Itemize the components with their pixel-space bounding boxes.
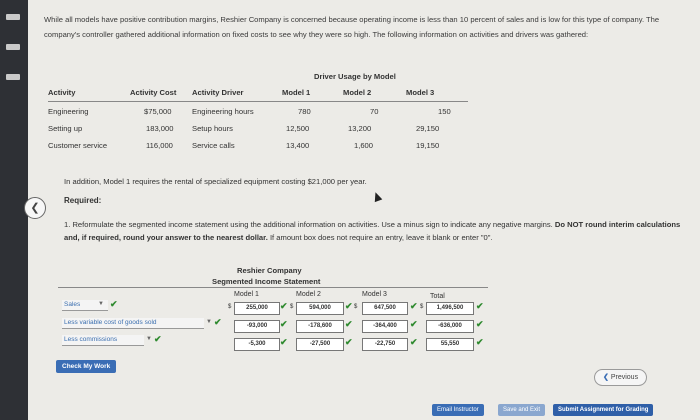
chevron-down-icon[interactable]: ▼ (206, 319, 212, 325)
mouse-cursor-icon (372, 191, 383, 202)
input-model2-vcogs[interactable]: -178,600 (296, 320, 344, 333)
chevron-down-icon[interactable]: ▼ (146, 336, 152, 342)
col-header: Model 1 (282, 88, 311, 97)
col-header-model1: Model 1 (234, 291, 259, 298)
input-model1-sales[interactable]: 255,000 (234, 302, 280, 315)
col-header: Activity Driver (192, 88, 244, 97)
input-model2-commissions[interactable]: -27,500 (296, 338, 344, 351)
check-icon: ✔ (410, 301, 418, 311)
check-icon: ✔ (476, 301, 484, 311)
chevron-down-icon[interactable]: ▼ (98, 301, 104, 307)
cell-model1: 12,500 (286, 124, 310, 133)
statement-company: Reshier Company (237, 266, 302, 275)
check-icon: ✔ (410, 337, 418, 347)
input-model1-commissions[interactable]: -5,300 (234, 338, 280, 351)
driver-usage-header: Driver Usage by Model (314, 72, 396, 81)
input-model3-vcogs[interactable]: -364,400 (362, 320, 408, 333)
dollar-sign: $ (354, 304, 358, 310)
check-icon: ✔ (345, 337, 353, 347)
cell-activity: Setting up (48, 124, 83, 133)
addition-text: In addition, Model 1 requires the rental of specialized equipment costing $21,000 per year. (64, 177, 367, 186)
cell-model2: 1,600 (354, 141, 374, 150)
back-arrow-button[interactable]: ❮ (24, 197, 46, 219)
col-header: Activity (48, 88, 76, 97)
col-header: Model 2 (343, 88, 372, 97)
input-total-vcogs[interactable]: -636,000 (426, 320, 474, 333)
table-header-row (48, 88, 488, 102)
submit-assignment-button[interactable]: Submit Assignment for Grading (553, 404, 653, 416)
cell-model3: 19,150 (416, 141, 440, 150)
cell-model1: 13,400 (286, 141, 310, 150)
required-label: Required: (64, 196, 102, 205)
table-row (48, 107, 488, 121)
variable-cogs-row-select[interactable]: Less variable cost of goods sold (62, 318, 204, 329)
col-header-model2: Model 2 (296, 291, 321, 298)
check-icon: ✔ (154, 334, 162, 344)
table-row (48, 141, 488, 155)
save-and-exit-button[interactable]: Save and Exit (498, 404, 545, 416)
cell-driver: Engineering hours (192, 107, 254, 116)
cell-model3: 29,150 (416, 124, 440, 133)
chevron-left-icon: ❮ (603, 374, 609, 381)
check-icon: ✔ (410, 319, 418, 329)
question-text (64, 218, 684, 244)
cell-cost: 183,000 (146, 124, 174, 133)
dollar-sign: $ (228, 304, 232, 310)
input-model1-vcogs[interactable]: -93,000 (234, 320, 280, 333)
input-model3-sales[interactable]: 647,500 (362, 302, 408, 315)
check-icon: ✔ (214, 317, 222, 327)
commissions-row-select[interactable]: Less commissions (62, 335, 144, 346)
sidebar-stripe (6, 44, 20, 50)
assignment-sheet (28, 0, 700, 420)
cell-driver: Setup hours (192, 124, 233, 133)
input-model3-commissions[interactable]: -22,750 (362, 338, 408, 351)
cell-activity: Engineering (48, 107, 89, 116)
col-header: Model 3 (406, 88, 435, 97)
input-total-commissions[interactable]: 55,550 (426, 338, 474, 351)
table-row (48, 124, 488, 138)
statement-title: Segmented Income Statement (212, 277, 321, 286)
previous-button[interactable] (594, 369, 647, 386)
cell-model2: 70 (370, 107, 379, 116)
sales-row-select[interactable]: Sales (62, 300, 108, 311)
question-bold-part: Do NOT round interim calculations and, if required, round your answer to the nearest dollar. (64, 220, 681, 242)
question-part: If amount box does not require an entry, leave it blank or enter "0". (269, 233, 493, 242)
input-total-sales[interactable]: 1,496,500 (426, 302, 474, 315)
intro-text: While all models have positive contribution margins, Reshier Company is concerned because operating income is less than 10 percent of sales and is low for this type of company. The company's controller gathered additional information on fixed costs to see why they were so high. The following information on activities and drivers was gathered: (44, 15, 660, 39)
check-icon: ✔ (280, 337, 288, 347)
check-icon: ✔ (476, 337, 484, 347)
input-model2-sales[interactable]: 594,000 (296, 302, 344, 315)
col-header-total: Total (430, 293, 445, 300)
cell-model1: 780 (298, 107, 311, 116)
cell-activity: Customer service (48, 141, 108, 150)
check-icon: ✔ (280, 301, 288, 311)
question-part: 1. Reformulate the segmented income statement using the additional information on activities. Use a minus sign to indicate any negative margins. (64, 220, 553, 229)
check-icon: ✔ (110, 299, 118, 309)
check-icon: ✔ (345, 301, 353, 311)
check-my-work-button[interactable]: Check My Work (56, 360, 116, 373)
email-instructor-button[interactable]: Email Instructor (432, 404, 484, 416)
sidebar-stripe (6, 74, 20, 80)
check-icon: ✔ (280, 319, 288, 329)
cell-model2: 13,200 (348, 124, 372, 133)
cell-driver: Service calls (192, 141, 235, 150)
sidebar-stripe (6, 14, 20, 20)
cell-cost: $75,000 (144, 107, 172, 116)
check-icon: ✔ (476, 319, 484, 329)
check-icon: ✔ (345, 319, 353, 329)
previous-label: Previous (610, 374, 639, 381)
dollar-sign: $ (420, 304, 424, 310)
col-header: Activity Cost (130, 88, 177, 97)
cell-model3: 150 (438, 107, 451, 116)
cell-cost: 116,000 (146, 141, 173, 150)
dollar-sign: $ (290, 304, 294, 310)
col-header-model3: Model 3 (362, 291, 387, 298)
